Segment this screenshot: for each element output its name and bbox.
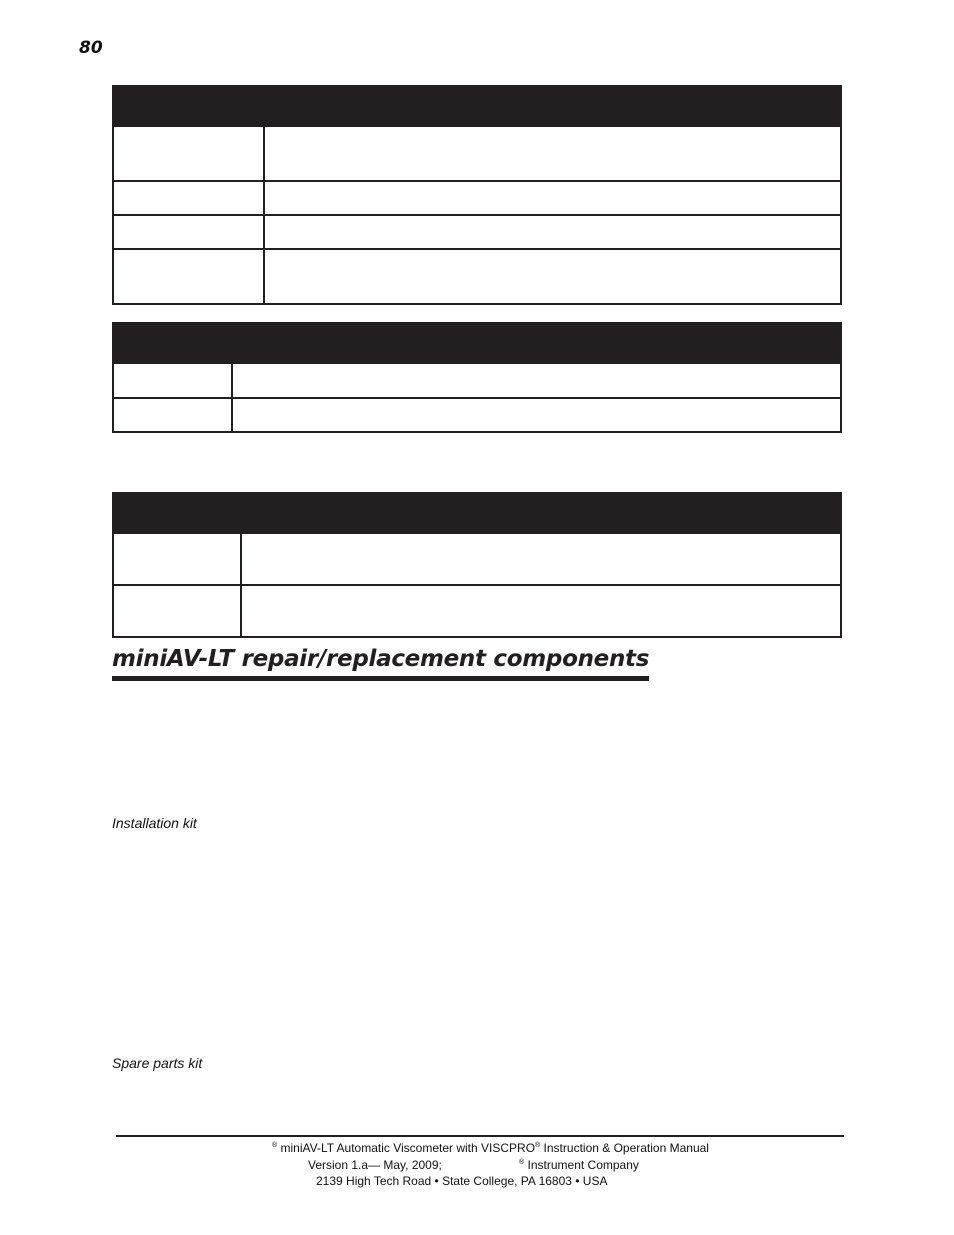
- spec-table-3: [112, 492, 842, 638]
- registered-mark: ®: [272, 1142, 278, 1149]
- table-cell: [264, 126, 841, 181]
- registered-mark: ®: [519, 1159, 525, 1166]
- spare-parts-kit-label: Spare parts kit: [112, 1055, 203, 1071]
- table-header-cell: [264, 86, 841, 126]
- table-cell: [113, 398, 232, 432]
- table-header-cell: [113, 493, 241, 533]
- table-row: [113, 181, 841, 215]
- table-header-row: [113, 86, 841, 126]
- footer-manual-type: Instruction & Operation Manual: [540, 1141, 709, 1155]
- table-cell: [113, 363, 232, 398]
- installation-kit-label: Installation kit: [112, 815, 197, 831]
- table-cell: [113, 249, 264, 304]
- registered-mark: ®: [535, 1142, 541, 1149]
- footer-version: Version 1.a— May, 2009;: [308, 1158, 442, 1172]
- footer-company: Instrument Company: [524, 1158, 639, 1172]
- table-cell: [113, 126, 264, 181]
- table-header-row: [113, 493, 841, 533]
- table-cell: [264, 215, 841, 249]
- page-number: 80: [79, 38, 103, 58]
- table-row: [113, 215, 841, 249]
- table-cell: [113, 181, 264, 215]
- table-cell: [264, 181, 841, 215]
- footer-product-name: miniAV-LT Automatic Viscometer with VISCPRO: [277, 1141, 536, 1155]
- spec-table-2: [112, 322, 842, 433]
- footer-address: 2139 High Tech Road • State College, PA 16803 • USA: [316, 1174, 608, 1188]
- table-row: [113, 249, 841, 304]
- footer-manual-title: [272, 1141, 709, 1155]
- table-cell: [232, 363, 841, 398]
- table-cell: [113, 215, 264, 249]
- table-row: [113, 398, 841, 432]
- table-row: [113, 585, 841, 637]
- table-header-cell: [241, 493, 841, 533]
- footer-version-line: [308, 1158, 442, 1172]
- table-row: [113, 126, 841, 181]
- table-cell: [113, 585, 241, 637]
- footer-divider: [116, 1135, 844, 1137]
- table-cell: [232, 398, 841, 432]
- section-heading: miniAV-LT repair/replacement components: [112, 644, 649, 681]
- spec-table-1: [112, 85, 842, 305]
- table-row: [113, 363, 841, 398]
- table-header-cell: [113, 323, 232, 363]
- table-cell: [241, 533, 841, 585]
- table-cell: [113, 533, 241, 585]
- table-header-row: [113, 323, 841, 363]
- footer-company-line: [519, 1158, 639, 1172]
- table-header-cell: [232, 323, 841, 363]
- table-cell: [241, 585, 841, 637]
- table-cell: [264, 249, 841, 304]
- table-header-cell: [113, 86, 264, 126]
- table-row: [113, 533, 841, 585]
